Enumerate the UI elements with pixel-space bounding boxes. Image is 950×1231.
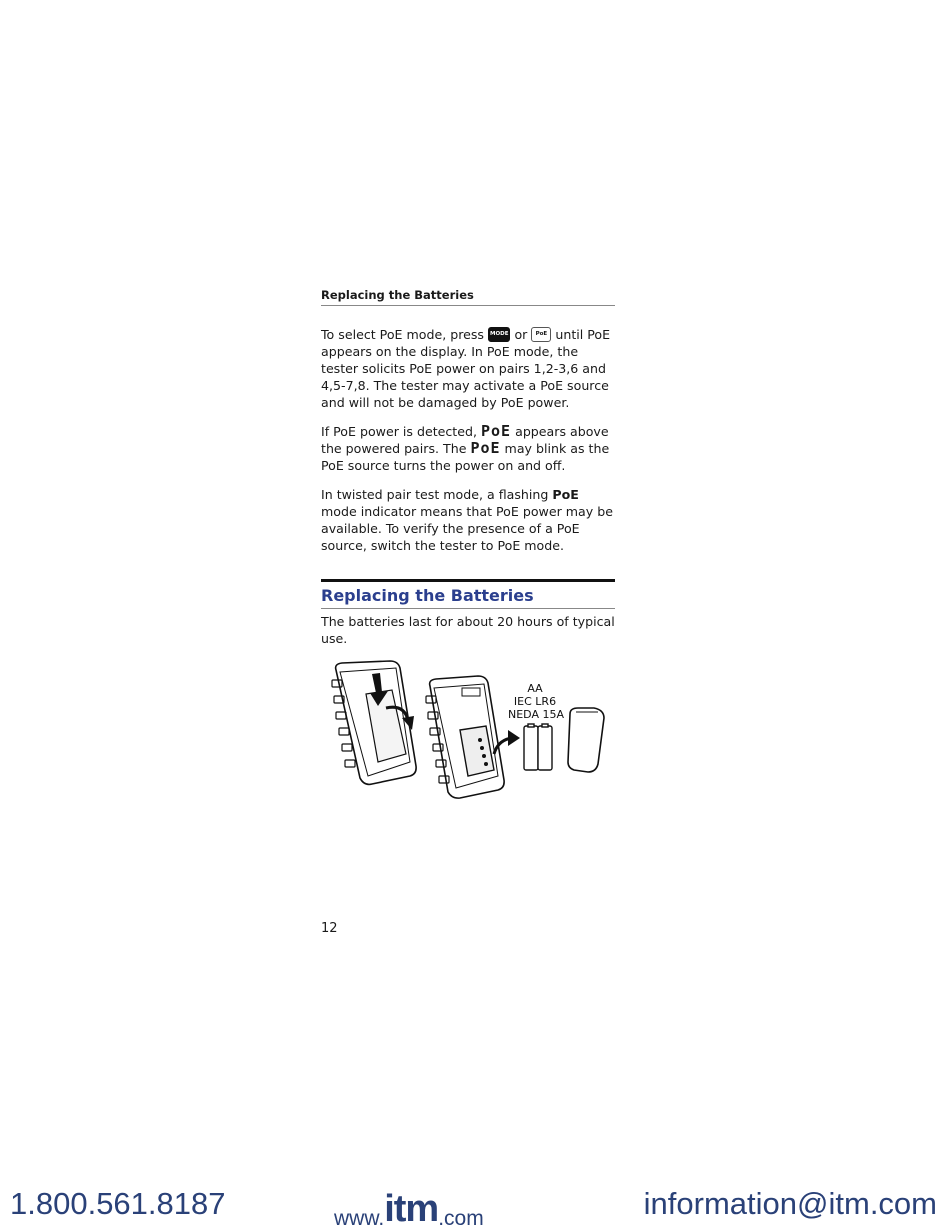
battery-label-iec: IEC LR6 <box>513 695 557 708</box>
paragraph-twisted-pair: In twisted pair test mode, a flashing PoE mode indicator means that PoE power may be available. To verify the presence of a PoE source, switch the tester to PoE mode. <box>321 487 613 553</box>
battery-replacement-illustration <box>326 658 616 803</box>
battery-label-neda: NEDA 15A <box>508 708 564 721</box>
paragraph-poe-detected: If PoE power is detected, PoE appears above the powered pairs. The PoE may blink as the PoE source turns the power on and off. <box>321 422 610 473</box>
battery-door-icon <box>568 708 604 772</box>
battery-label-aa: AA <box>527 682 543 695</box>
section-divider <box>321 579 615 582</box>
poe-display-symbol: PoE <box>470 439 501 457</box>
footer-email: information@itm.com <box>643 1186 937 1221</box>
section-intro: The batteries last for about 20 hours of typical use. <box>321 614 615 646</box>
footer-website: www.itm.com <box>334 1188 484 1230</box>
poe-display-symbol: PoE <box>481 422 512 440</box>
aa-battery-icon <box>524 724 552 770</box>
manual-page <box>321 288 615 647</box>
section-title: Replacing the Batteries <box>321 586 615 609</box>
tester-open-icon <box>426 676 504 798</box>
paragraph-poe-mode: To select PoE mode, press MODE or PoE until PoE appears on the display. In PoE mode, the tester solicits PoE power on pairs 1,2-3,6 and 4,5-7,8. The tester may activate a PoE source and will not be damaged by PoE power. <box>321 327 611 410</box>
page-number: 12 <box>321 921 338 936</box>
footer-bar <box>0 1180 950 1229</box>
footer-phone: 1.800.561.8187 <box>10 1186 226 1221</box>
poe-key-icon: PoE <box>531 327 551 342</box>
itm-logo: itm <box>384 1188 439 1230</box>
mode-key-icon: MODE <box>488 327 510 342</box>
running-head: Replacing the Batteries <box>321 288 615 306</box>
